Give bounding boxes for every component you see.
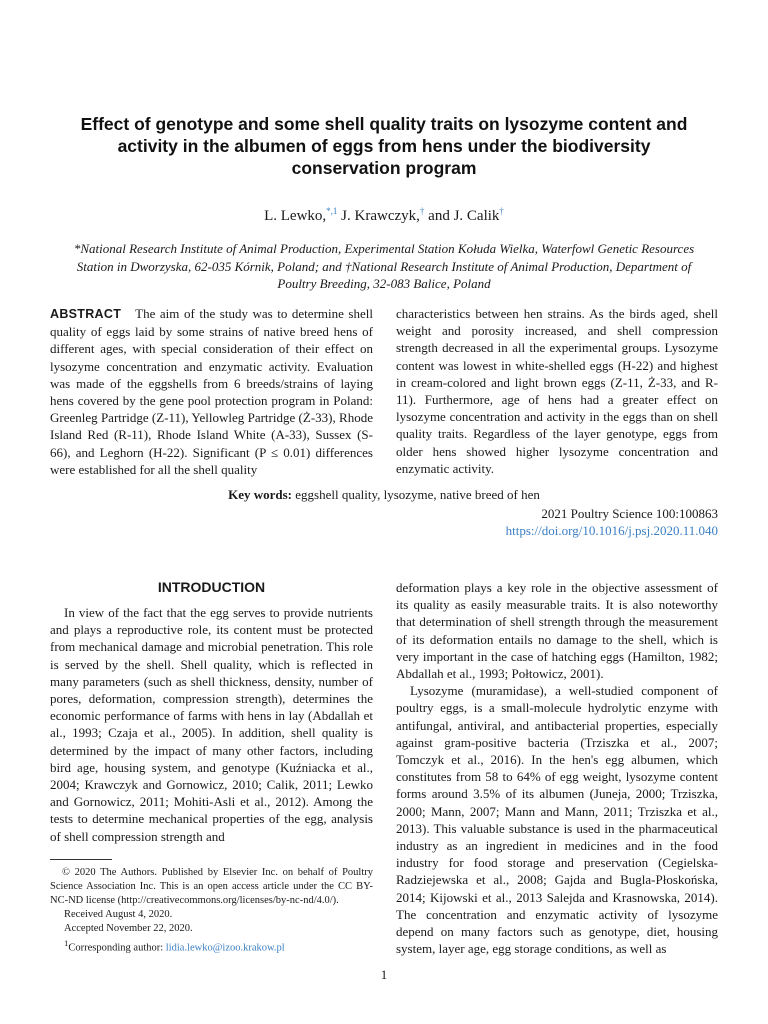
author-krawczyk: J. Krawczyk, xyxy=(337,208,420,224)
footnote-divider xyxy=(50,859,112,860)
author-krawczyk-mark[interactable]: † xyxy=(419,206,425,216)
journal-citation: 2021 Poultry Science 100:100863 xyxy=(541,506,718,521)
intro-paragraph-1: In view of the fact that the egg serves to provide nutrients and plays a reproductive role, its content must be protected from mechanical damage and microbial penetration. This role is served by the shell. Shell quality, which is reflected in many parameters (such as shell thickness, density, number of pores, deformation, compression strength), determines the economic performance of farms with hens in lay (Abdallah et al., 1993; Czaja et al., 2005). In addition, shell quality is determined by the impact of many other factors, including bird age, housing system, and genotype (Kuźniacka et al., 2004; Krawczyk and Gornowicz, 2010; Calik, 2011; Lewko and Gornowicz, 2011; Mohiti-Asli et al., 2012). Among the tests to determine mechanical properties of the egg, analysis of shell compression strength and xyxy=(50,605,373,844)
accepted-date: Accepted November 22, 2020. xyxy=(64,923,193,934)
footnotes xyxy=(50,866,373,956)
affiliations: *National Research Institute of Animal Production, Experimental Station Kołuda Wielka, Waterfowl Genetic Resources Station in Dworzyska, 62-035 Kórnik, Poland; and †National Research Institute of Animal Production, Department of Poultry Breeding, 32-083 Balice, Poland xyxy=(73,241,695,291)
author-lewko-mark[interactable]: *,1 xyxy=(326,206,338,216)
citation-block xyxy=(506,505,718,539)
keywords-label: Key words: xyxy=(228,487,293,502)
author-calik: and J. Calik xyxy=(424,208,500,224)
author-list xyxy=(0,206,768,225)
received-date: Received August 4, 2020. xyxy=(64,909,173,920)
abstract-left-column xyxy=(50,305,373,478)
introduction-heading: INTRODUCTION xyxy=(157,579,266,595)
introduction-left-column xyxy=(50,604,373,845)
keywords xyxy=(0,487,768,503)
intro-paragraph-1-cont: deformation plays a key role in the objective assessment of its quality as easily measurable traits. It is also noteworthy that determination of shell strength through the measurement of its deformation entails no damage to the shell, which is very important in the case of hatching eggs (Hamilton, 1982; Abdallah et al., 1993; Połtowicz, 2001). xyxy=(396,580,718,682)
intro-paragraph-2: Lysozyme (muramidase), a well-studied component of poultry eggs, is a small-molecule hydrolytic enzyme with antifungal, antiviral, and antibacterial properties, especially against gram-positive bacteria (Trziszka et al., 2007; Tomczyk et al., 2016). In the hen's egg albumen, which constitutes from 58 to 64% of egg weight, lysozyme content forms around 3.5% of its albumen (Juneja, 2000; Trziszka, 2000; Mann, 2007; Mann and Mann, 2011; Trziszka et al., 2013). This valuable substance is used in the pharmaceutical industry as an ingredient in medicines and in the food industry for food storage and preservation (Cegielska-Radziejewska et al., 2008; Gajda and Bugla-Płoskońska, 2014; Kijowski et al., 2013 Salejda and Krasnowska, 2014). The concentration and enzymatic activity of lysozyme depend on many factors such as genotype, diet, housing system, layer age, egg storage conditions, as well as xyxy=(396,683,718,957)
author-lewko: L. Lewko, xyxy=(264,208,327,224)
introduction-right-column xyxy=(396,579,718,957)
corresponding-email-link[interactable]: lidia.lewko@izoo.krakow.pl xyxy=(165,942,285,954)
author-calik-mark[interactable]: † xyxy=(499,206,504,216)
keywords-text: eggshell quality, lysozyme, native breed of hen xyxy=(292,487,540,502)
corresponding-label: Corresponding author: xyxy=(68,942,164,954)
article-title: Effect of genotype and some shell quality traits on lysozyme content and activity in the albumen of eggs from hens under the biodiversity conservation program xyxy=(80,114,688,178)
page-number: 1 xyxy=(380,967,388,982)
corresponding-author: $^1$Corresponding author: lidia.lewko@izoo.krakow.pl xyxy=(64,938,285,954)
license-note: © 2020 The Authors. Published by Elsevier Inc. on behalf of Poultry Science Association Inc. This is an open access article under the CC BY-NC-ND license (http://creativecommons.org/licenses/by-nc-nd/4.0/). xyxy=(50,867,373,906)
doi-link[interactable]: https://doi.org/10.1016/j.psj.2020.11.040 xyxy=(505,523,718,538)
abstract-heading: ABSTRACT xyxy=(50,307,122,321)
abstract-right-column: characteristics between hen strains. As the birds aged, shell weight and porosity increased, and shell compression strength decreased in all the experimental groups. Lysozyme content was lowest in white-shelled eggs (H-22) and highest in cream-colored and light brown eggs (Z-11, Ż-33, and R-11). Furthermore, age of hens had a greater effect on lysozyme concentration and activity in the eggs than on shell quality traits. Regardless of the layer genotype, eggs from older hens showed higher lysozyme concentration and enzymatic activity. xyxy=(396,306,718,476)
abstract-text-left: The aim of the study was to determine shell quality of eggs laid by some strains of native breed hens of different ages, with special consideration of their effect on lysozyme concentration and enzymatic activity. Evaluation was made of the eggshells from 6 breeds/strains of laying hens covered by the gene pool protection program in Poland: Greenleg Partridge (Z-11), Yellowleg Partridge (Ż-33), Rhode Island Red (R-11), Rhode Island White (A-33), Sussex (S-66), and Leghorn (H-22). Significant (P ≤ 0.01) differences were established for all the shell quality xyxy=(50,306,373,477)
